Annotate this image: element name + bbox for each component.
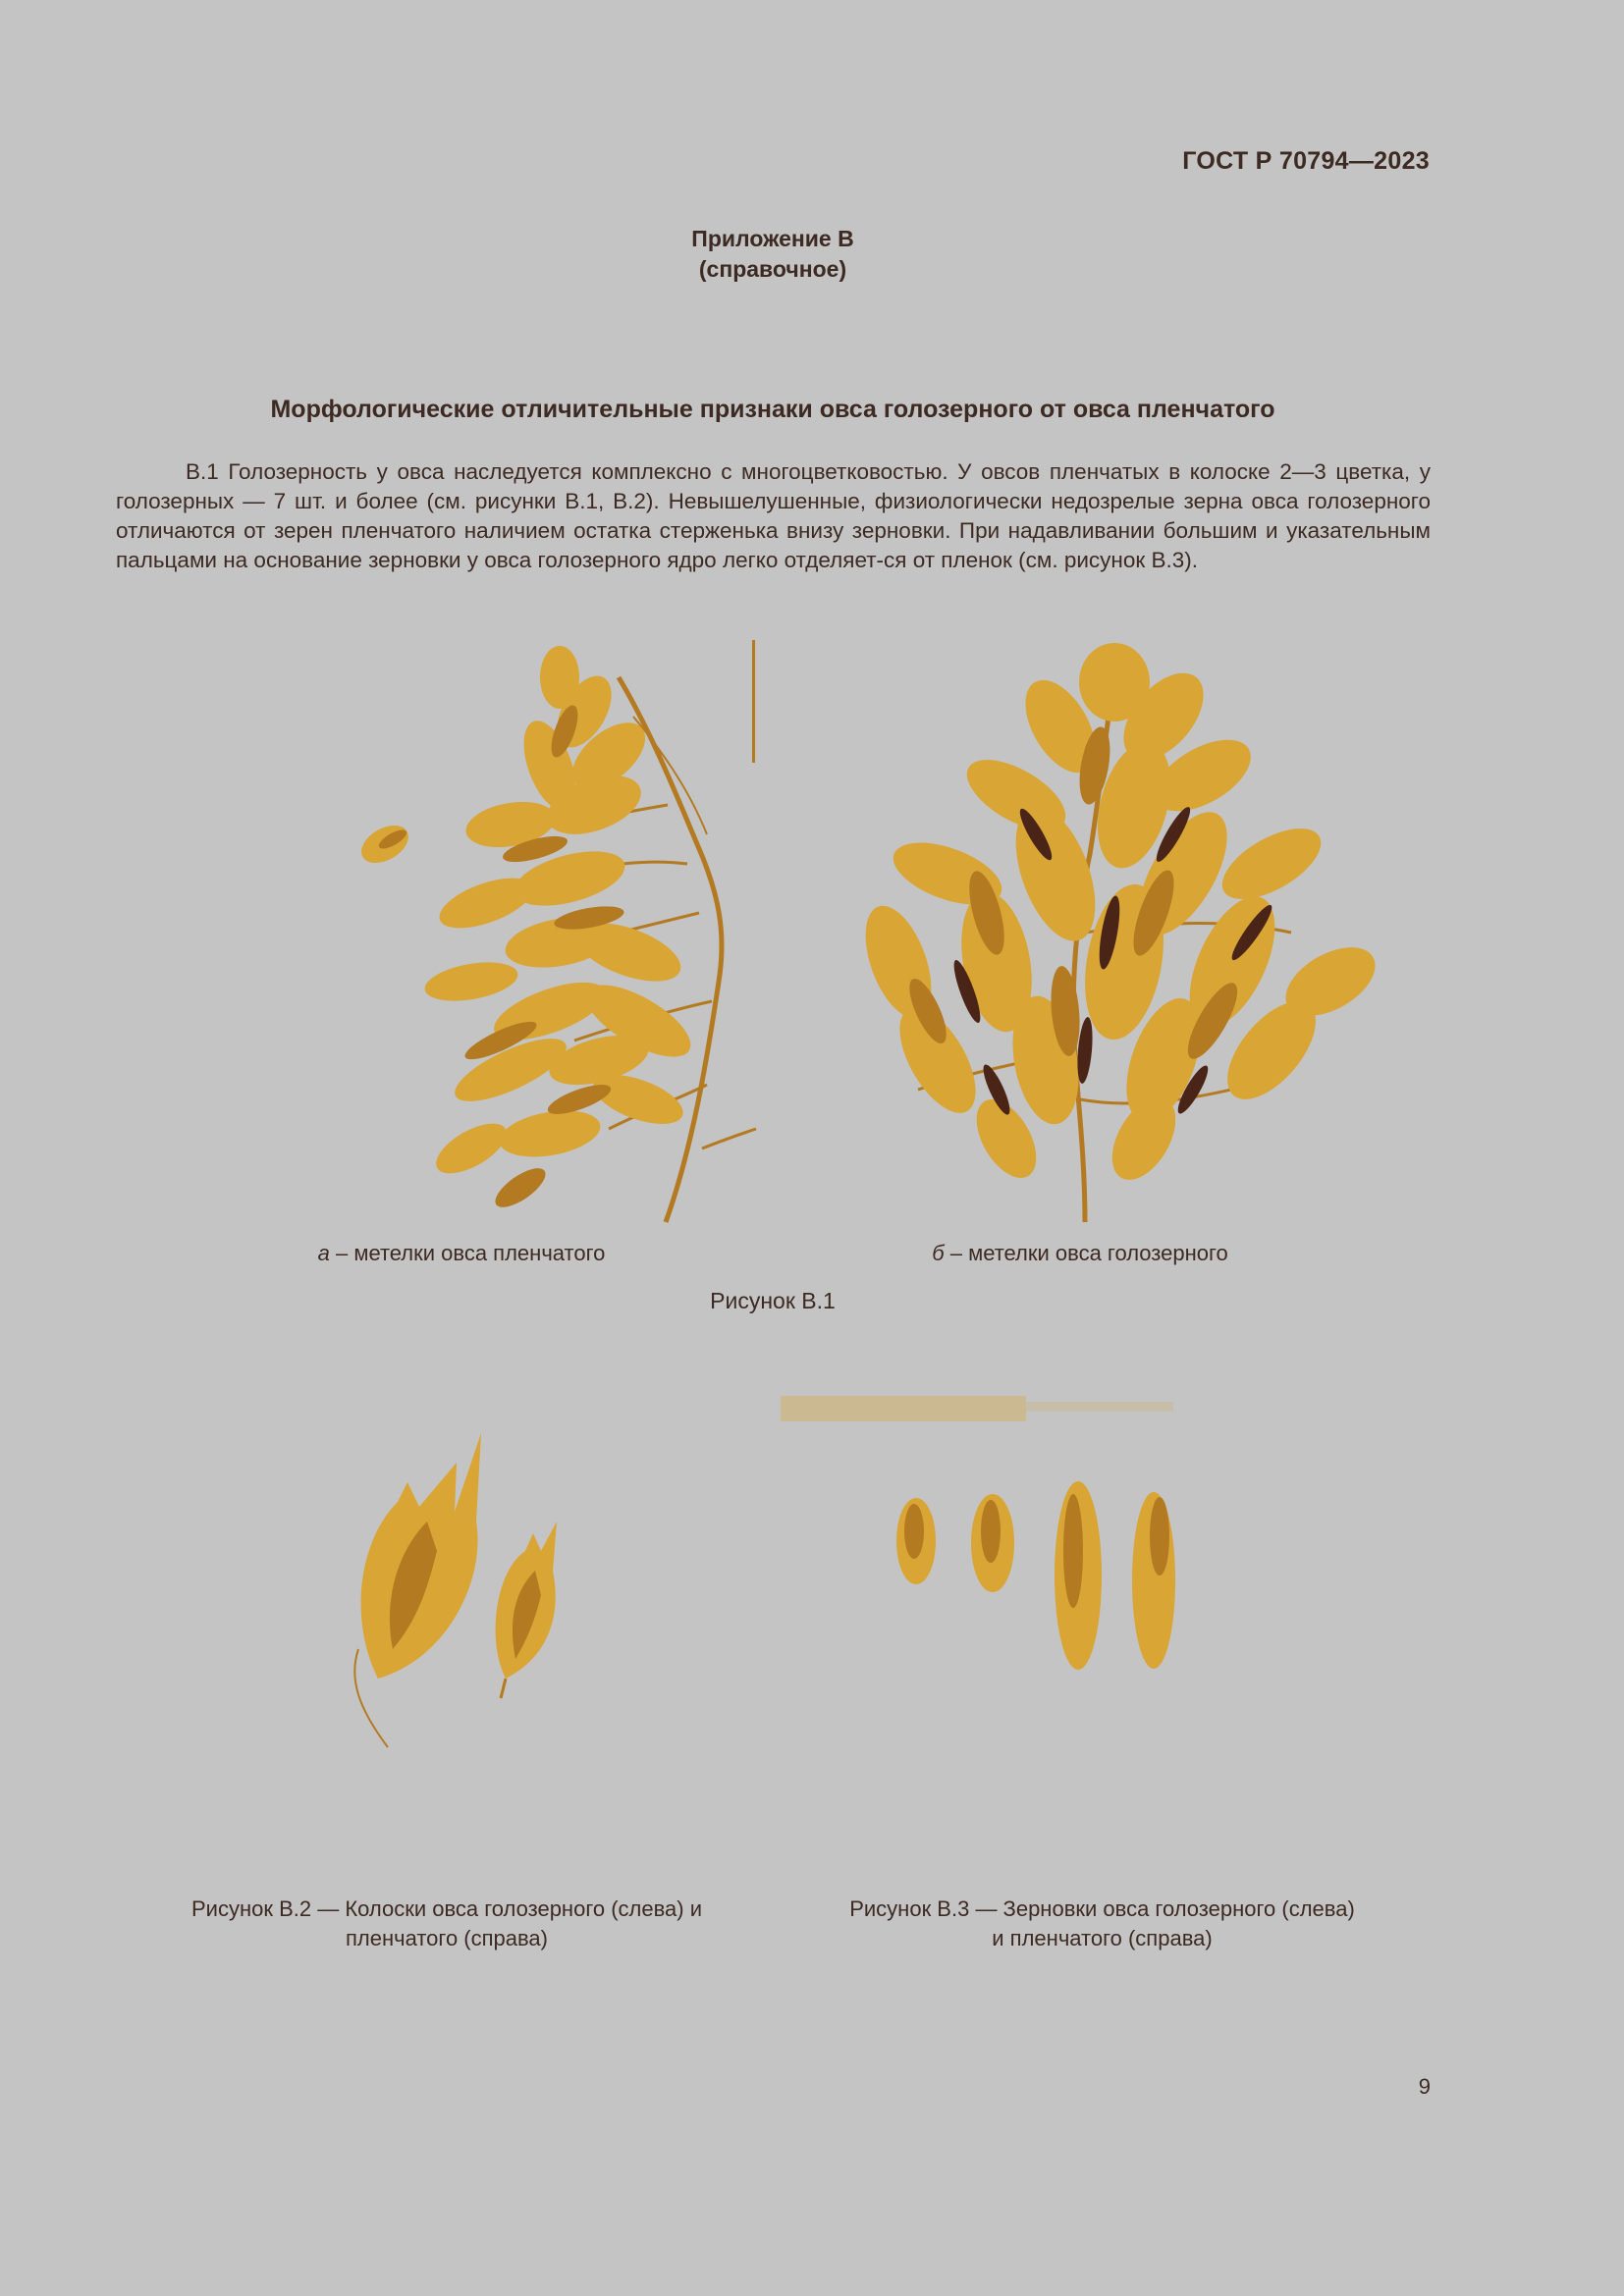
figure-b3-caption-line1: Рисунок В.3 — Зерновки овса голозерного (слева)	[849, 1896, 1355, 1921]
annex-title: Приложение В	[691, 226, 854, 251]
figure-b2-spikelets	[339, 1423, 623, 1757]
section-title: Морфологические отличительные признаки овса голозерного от овса пленчатого	[270, 396, 1275, 423]
figure-b1b-naked-oat-panicle	[839, 638, 1399, 1227]
figure-b3-kernels	[781, 1394, 1203, 1679]
figure-b3-caption-line2: и пленчатого (справа)	[992, 1926, 1213, 1950]
paragraph-b1: В.1 Голозерность у овса наследуется комплексно с многоцветковостью. У овсов пленчатых в колоске 2—3 цветка, у голозерных — 7 шт. и более (см. рисунки В.1, В.2). Невышелушенные, физиологически недозрелые зерна овса голозерного отличаются от зерен пленчатого наличием остатка стерженька внизу зерновки. При надавливании большим и указательным пальцами на основание зерновки у овса голозерного ядро легко отделяет-ся от пленок (см. рисунок В.3).	[116, 459, 1431, 572]
figure-b1-caption: Рисунок В.1	[710, 1288, 836, 1313]
figure-b2-caption	[128, 1895, 766, 1953]
figure-b2-caption-line1: Рисунок В.2 — Колоски овса голозерного (слева) и	[190, 1896, 703, 1921]
standard-code: ГОСТ Р 70794—2023	[1182, 147, 1430, 175]
annex-subtitle: (справочное)	[698, 256, 847, 282]
page-number: 9	[1418, 2074, 1431, 2099]
figure-b1b-caption: б – метелки овса голозерного	[932, 1241, 1228, 1265]
figure-b1a-caption: а – метелки овса пленчатого	[317, 1241, 606, 1265]
annex-heading	[0, 224, 1545, 285]
figure-b1a-hulled-oat-panicle	[353, 638, 766, 1227]
figure-b3-caption	[785, 1895, 1419, 1953]
figure-b2-caption-line2: пленчатого (справа)	[345, 1926, 548, 1950]
